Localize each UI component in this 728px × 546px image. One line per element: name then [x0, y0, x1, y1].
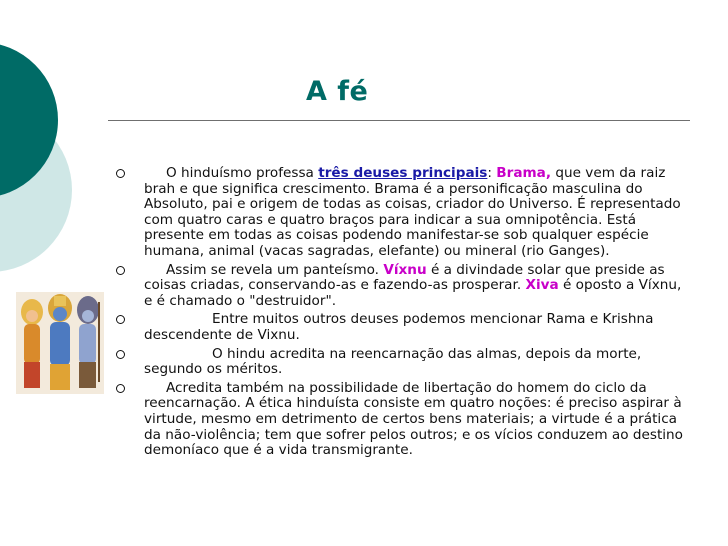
bullet-item-trimurti	[116, 166, 686, 260]
bullet-text: O hinduísmo professa	[166, 165, 319, 181]
bullet-marker-icon	[116, 169, 125, 178]
slide-title: A fé	[306, 76, 369, 107]
decorative-circles	[0, 0, 120, 546]
bullet-marker-icon	[116, 350, 125, 359]
title-divider	[108, 120, 690, 121]
highlight-xiva: Xiva	[525, 277, 559, 294]
bullet-marker-icon	[116, 384, 125, 393]
hindu-trimurti-image	[16, 292, 104, 394]
highlight-vixnu: Víxnu	[383, 261, 427, 278]
bullet-text: Acredita também na possibilidade de libertação do homem do ciclo da reencarnação. A ética hinduísta consiste em quatro noções: é preciso aspirar à virtude, mesmo em detrimento de certos bens materiais; a virtude é a prática da não-violência; tem que sofrer pelos outros; e os vícios conduzem ao destino demoníaco que é a vida transmigrante.	[144, 379, 683, 459]
bullet-text: é a divindade solar que preside as coisas criadas, conservando-as e fazendo-as prosperar.	[144, 261, 665, 294]
bullet-item-liberation	[116, 381, 686, 459]
bullet-item-pantheism	[116, 263, 686, 310]
bullet-text: Assim se revela um panteísmo.	[166, 261, 384, 278]
bullet-item-reincarnation	[116, 347, 686, 378]
bullet-text: Entre muitos outros deuses podemos mencionar Rama e Krishna descendente de Vixnu.	[144, 311, 654, 343]
highlight-tres-deuses: três deuses principais	[318, 165, 488, 181]
bullet-marker-icon	[116, 315, 125, 324]
bullet-text: O hindu acredita na reencarnação das almas, depois da morte, segundo os méritos.	[144, 345, 642, 378]
bullet-text: é oposto a Víxnu, e é chamado o "destruidor".	[144, 277, 682, 309]
bullet-item-other-gods	[116, 312, 686, 343]
highlight-brama: Brama,	[496, 165, 552, 181]
bullet-text: que vem da raiz brah e que significa crescimento. Brama é a personificação masculina do Absoluto, pai e origem de todas as coisas, criador do Universo. É representado com quatro caras e quatro braços para indicar a sua omnipotência. Está presente em todas as coisas podendo manifestar-se sob qualquer espécie humana, animal (vacas sagradas, elefante) ou mineral (rio Ganges).	[144, 165, 681, 259]
bullet-marker-icon	[116, 266, 125, 275]
bullet-list	[116, 166, 686, 462]
bullet-text: :	[487, 165, 497, 181]
